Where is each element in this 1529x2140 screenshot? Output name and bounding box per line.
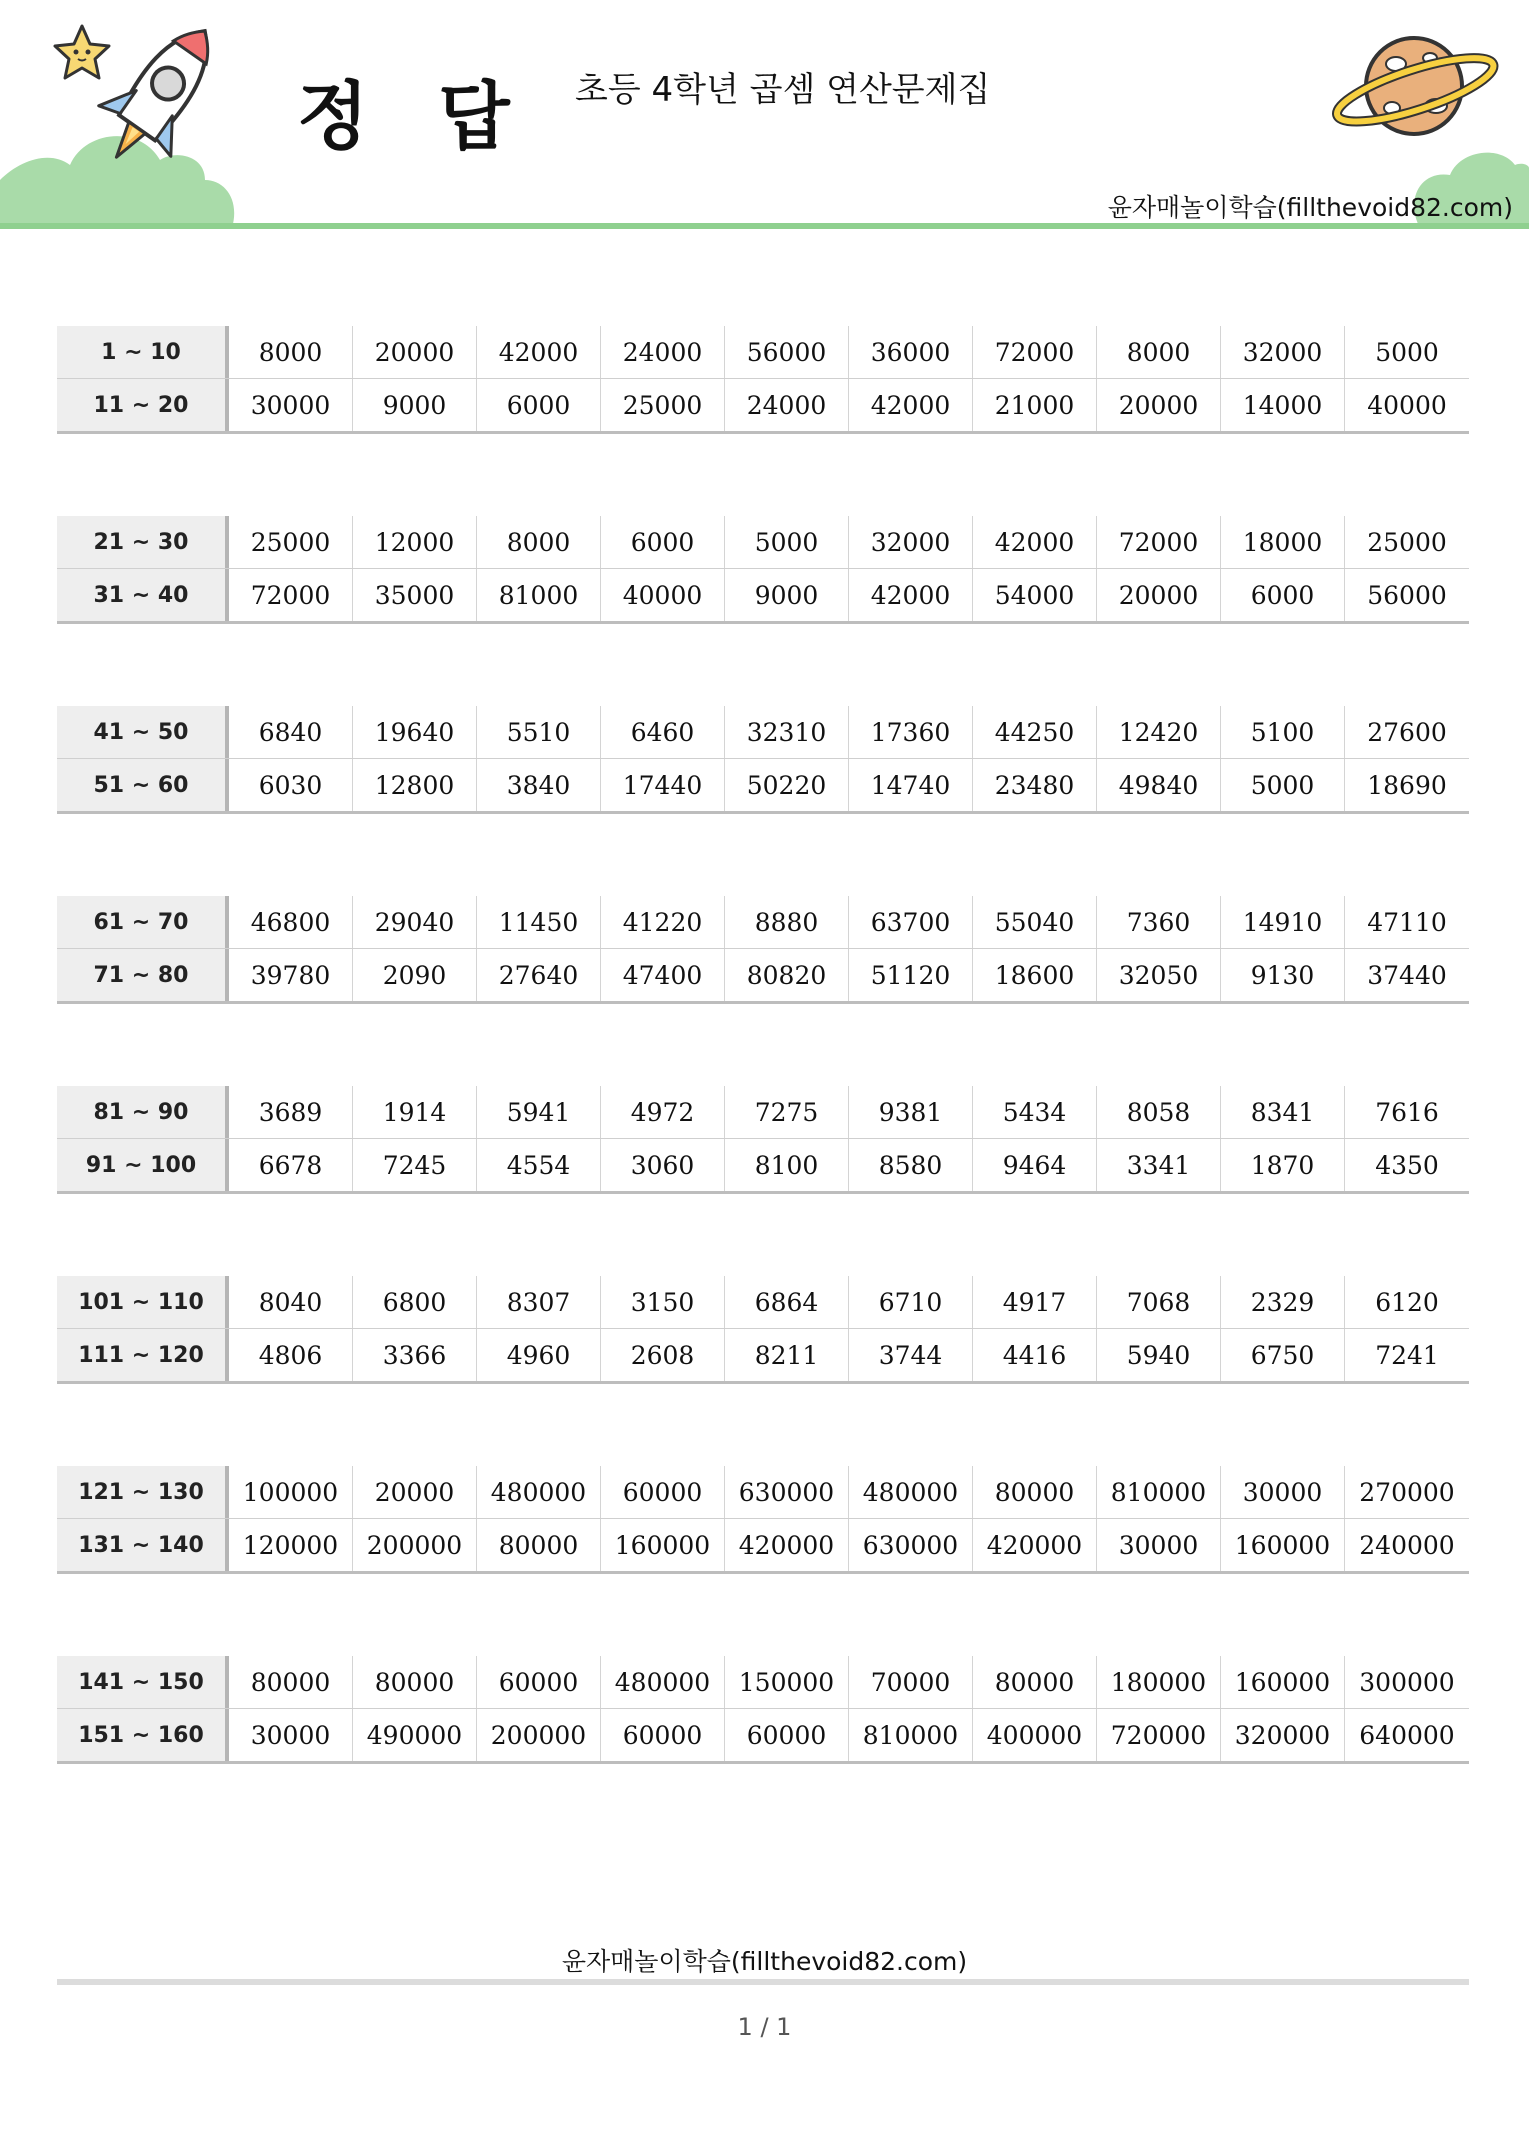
answer-row [57,1276,1469,1329]
cloud-icon [0,136,234,228]
answer-cell: 21000 [973,379,1097,431]
answer-cell: 6460 [601,706,725,758]
answer-cell: 32050 [1097,949,1221,1001]
star-icon [55,26,109,78]
answer-cell: 20000 [1097,379,1221,431]
answer-cell: 60000 [601,1709,725,1761]
answer-cell: 1870 [1221,1139,1345,1191]
answer-cell: 12420 [1097,706,1221,758]
answer-row [57,1709,1469,1764]
row-range-label: 121 ~ 130 [57,1466,229,1518]
answer-cell: 37440 [1367,960,1447,990]
answer-cell: 2329 [1221,1276,1345,1328]
answer-cell: 3744 [849,1329,973,1381]
answer-block [57,1276,1469,1383]
answer-cell: 80820 [725,949,849,1001]
answer-cell: 810000 [1097,1466,1221,1518]
answer-row [57,326,1469,379]
answer-cell: 80000 [229,1656,353,1708]
answer-cell: 40000 [1367,390,1447,420]
answer-cell: 14740 [849,759,973,811]
answer-cell: 6800 [353,1276,477,1328]
answer-cell: 60000 [601,1466,725,1518]
answer-cell: 480000 [477,1466,601,1518]
answer-cell: 27640 [477,949,601,1001]
answer-cell: 160000 [1221,1656,1345,1708]
answer-cell: 2090 [353,949,477,1001]
answer-cell: 4972 [601,1086,725,1138]
row-range-label: 111 ~ 120 [57,1329,229,1381]
answer-cell: 32000 [1221,326,1345,378]
answer-cell: 11450 [477,896,601,948]
answer-cell: 640000 [1359,1720,1455,1750]
answer-cell: 4917 [973,1276,1097,1328]
answer-cell: 12800 [353,759,477,811]
answer-row [57,949,1469,1004]
answer-cell: 8040 [229,1276,353,1328]
answer-cell: 4806 [229,1329,353,1381]
answer-cell: 80000 [973,1466,1097,1518]
answer-block [57,1086,1469,1193]
answer-cell: 3366 [353,1329,477,1381]
answer-cell: 35000 [353,569,477,621]
answer-cell: 6864 [725,1276,849,1328]
row-range-label: 91 ~ 100 [57,1139,229,1191]
answer-cell: 51120 [849,949,973,1001]
answer-row [57,516,1469,569]
answer-cell: 8580 [849,1139,973,1191]
answer-row [57,569,1469,624]
answer-cell: 7360 [1097,896,1221,948]
header-divider [0,223,1529,229]
answer-cell: 41220 [601,896,725,948]
answer-cell: 54000 [973,569,1097,621]
answer-cell: 32000 [849,516,973,568]
answer-cell: 5941 [477,1086,601,1138]
answer-block [57,706,1469,813]
answer-cell: 7616 [1375,1097,1439,1127]
header-site-name: 윤자매놀이학습(fillthevoid82.com) [1107,193,1513,222]
answer-cell: 25000 [229,516,353,568]
answer-cell: 480000 [849,1466,973,1518]
page-header [0,0,1529,232]
answer-cell: 8100 [725,1139,849,1191]
answer-cell: 1914 [353,1086,477,1138]
answer-cell: 47400 [601,949,725,1001]
page-number: 1 / 1 [737,2013,792,2041]
answer-cell: 12000 [353,516,477,568]
answer-cell: 7068 [1097,1276,1221,1328]
answer-cell: 30000 [229,379,353,431]
answer-cell: 4350 [1375,1150,1439,1180]
answer-cell: 6678 [229,1139,353,1191]
answer-row [57,759,1469,814]
answer-cell: 8000 [229,326,353,378]
answer-cell: 6030 [229,759,353,811]
answer-cell: 56000 [725,326,849,378]
row-range-label: 101 ~ 110 [57,1276,229,1328]
answer-block [57,516,1469,623]
row-range-label: 41 ~ 50 [57,706,229,758]
answer-cell: 72000 [973,326,1097,378]
row-range-label: 131 ~ 140 [57,1519,229,1571]
answer-cell: 270000 [1359,1477,1455,1507]
answer-cell: 44250 [973,706,1097,758]
answer-cell: 60000 [725,1709,849,1761]
answer-cell: 80000 [353,1656,477,1708]
answer-cell: 6000 [601,516,725,568]
answer-block [57,896,1469,1003]
answer-cell: 9464 [973,1139,1097,1191]
footer-divider [57,1979,1469,1985]
answer-cell: 8000 [1097,326,1221,378]
answer-cell: 7275 [725,1086,849,1138]
answer-cell: 8341 [1221,1086,1345,1138]
answer-cell: 56000 [1367,580,1447,610]
answer-cell: 72000 [1097,516,1221,568]
answer-cell: 480000 [601,1656,725,1708]
answer-row [57,379,1469,434]
answer-block [57,1656,1469,1763]
answer-cell: 27600 [1367,717,1447,747]
answer-cell: 6750 [1221,1329,1345,1381]
answer-cell: 17360 [849,706,973,758]
answer-cell: 3150 [601,1276,725,1328]
row-range-label: 71 ~ 80 [57,949,229,1001]
row-range-label: 51 ~ 60 [57,759,229,811]
answer-cell: 7245 [353,1139,477,1191]
answer-row [57,1139,1469,1194]
answer-cell: 70000 [849,1656,973,1708]
answer-row [57,1466,1469,1519]
row-range-label: 81 ~ 90 [57,1086,229,1138]
answer-cell: 42000 [973,516,1097,568]
answer-cell: 9381 [849,1086,973,1138]
answer-cell: 20000 [1097,569,1221,621]
answer-cell: 24000 [601,326,725,378]
answer-cell: 630000 [849,1519,973,1571]
answer-cell: 3840 [477,759,601,811]
answer-cell: 8000 [477,516,601,568]
answer-cell: 5000 [1221,759,1345,811]
answer-cell: 63700 [849,896,973,948]
answer-cell: 8058 [1097,1086,1221,1138]
answer-cell: 72000 [229,569,353,621]
answer-cell: 60000 [477,1656,601,1708]
answer-row [57,896,1469,949]
book-title: 초등 4학년 곱셈 연산문제집 [575,70,991,110]
answer-cell: 3341 [1097,1139,1221,1191]
answer-cell: 6000 [1221,569,1345,621]
answer-cell: 5000 [1375,337,1439,367]
answer-cell: 80000 [477,1519,601,1571]
answer-cell: 20000 [353,1466,477,1518]
answer-row [57,1329,1469,1384]
answer-cell: 30000 [1097,1519,1221,1571]
answer-cell: 46800 [229,896,353,948]
row-range-label: 21 ~ 30 [57,516,229,568]
answer-cell: 20000 [353,326,477,378]
row-range-label: 151 ~ 160 [57,1709,229,1761]
answer-cell: 25000 [601,379,725,431]
answer-cell: 29040 [353,896,477,948]
answer-cell: 36000 [849,326,973,378]
answer-cell: 32310 [725,706,849,758]
answer-cell: 5100 [1221,706,1345,758]
answer-cell: 400000 [973,1709,1097,1761]
planet-icon [1331,38,1499,134]
row-range-label: 11 ~ 20 [57,379,229,431]
answer-cell: 7241 [1375,1340,1439,1370]
answer-cell: 50220 [725,759,849,811]
answer-cell: 6840 [229,706,353,758]
answer-cell: 9130 [1221,949,1345,1001]
answer-cell: 5940 [1097,1329,1221,1381]
answer-cell: 81000 [477,569,601,621]
answer-cell: 160000 [1221,1519,1345,1571]
answer-cell: 3060 [601,1139,725,1191]
answer-cell: 320000 [1221,1709,1345,1761]
answer-cell: 6120 [1375,1287,1439,1317]
answer-cell: 9000 [725,569,849,621]
answer-cell: 18600 [973,949,1097,1001]
answer-cell: 8880 [725,896,849,948]
answer-title: 정 답 [297,74,532,160]
answer-cell: 5434 [973,1086,1097,1138]
answer-cell: 25000 [1367,527,1447,557]
answer-block [57,1466,1469,1573]
answer-cell: 23480 [973,759,1097,811]
answer-cell: 40000 [601,569,725,621]
answer-block [57,326,1469,433]
answer-cell: 200000 [353,1519,477,1571]
answer-cell: 720000 [1097,1709,1221,1761]
answer-row [57,1656,1469,1709]
answer-cell: 630000 [725,1466,849,1518]
answer-cell: 150000 [725,1656,849,1708]
answer-cell: 810000 [849,1709,973,1761]
row-range-label: 141 ~ 150 [57,1656,229,1708]
answer-cell: 19640 [353,706,477,758]
answer-cell: 200000 [477,1709,601,1761]
answer-cell: 24000 [725,379,849,431]
answer-cell: 30000 [1221,1466,1345,1518]
answer-cell: 8307 [477,1276,601,1328]
answer-row [57,706,1469,759]
answer-cell: 42000 [849,379,973,431]
answer-cell: 18690 [1367,770,1447,800]
answer-cell: 420000 [725,1519,849,1571]
answer-cell: 240000 [1359,1530,1455,1560]
answer-cell: 420000 [973,1519,1097,1571]
answer-cell: 5510 [477,706,601,758]
answer-cell: 39780 [229,949,353,1001]
answer-cell: 55040 [973,896,1097,948]
answer-cell: 17440 [601,759,725,811]
answer-cell: 8211 [725,1329,849,1381]
answer-cell: 120000 [229,1519,353,1571]
answer-cell: 6000 [477,379,601,431]
answer-cell: 42000 [849,569,973,621]
answer-cell: 4416 [973,1329,1097,1381]
answer-cell: 4960 [477,1329,601,1381]
answer-cell: 300000 [1359,1667,1455,1697]
answer-cell: 3689 [229,1086,353,1138]
answer-cell: 14910 [1221,896,1345,948]
answer-cell: 6710 [849,1276,973,1328]
answer-cell: 49840 [1097,759,1221,811]
answer-cell: 490000 [353,1709,477,1761]
answer-cell: 42000 [477,326,601,378]
answer-cell: 160000 [601,1519,725,1571]
answer-cell: 5000 [725,516,849,568]
row-range-label: 1 ~ 10 [57,326,229,378]
row-range-label: 31 ~ 40 [57,569,229,621]
answer-cell: 80000 [973,1656,1097,1708]
answer-cell: 18000 [1221,516,1345,568]
answer-cell: 47110 [1367,907,1447,937]
answer-row [57,1086,1469,1139]
answer-cell: 14000 [1221,379,1345,431]
answer-cell: 100000 [229,1466,353,1518]
answer-cell: 2608 [601,1329,725,1381]
footer-site-name: 윤자매놀이학습(fillthevoid82.com) [561,1947,968,1976]
answer-row [57,1519,1469,1574]
answer-cell: 30000 [229,1709,353,1761]
row-range-label: 61 ~ 70 [57,896,229,948]
answer-cell: 4554 [477,1139,601,1191]
answer-cell: 180000 [1097,1656,1221,1708]
answer-cell: 9000 [353,379,477,431]
